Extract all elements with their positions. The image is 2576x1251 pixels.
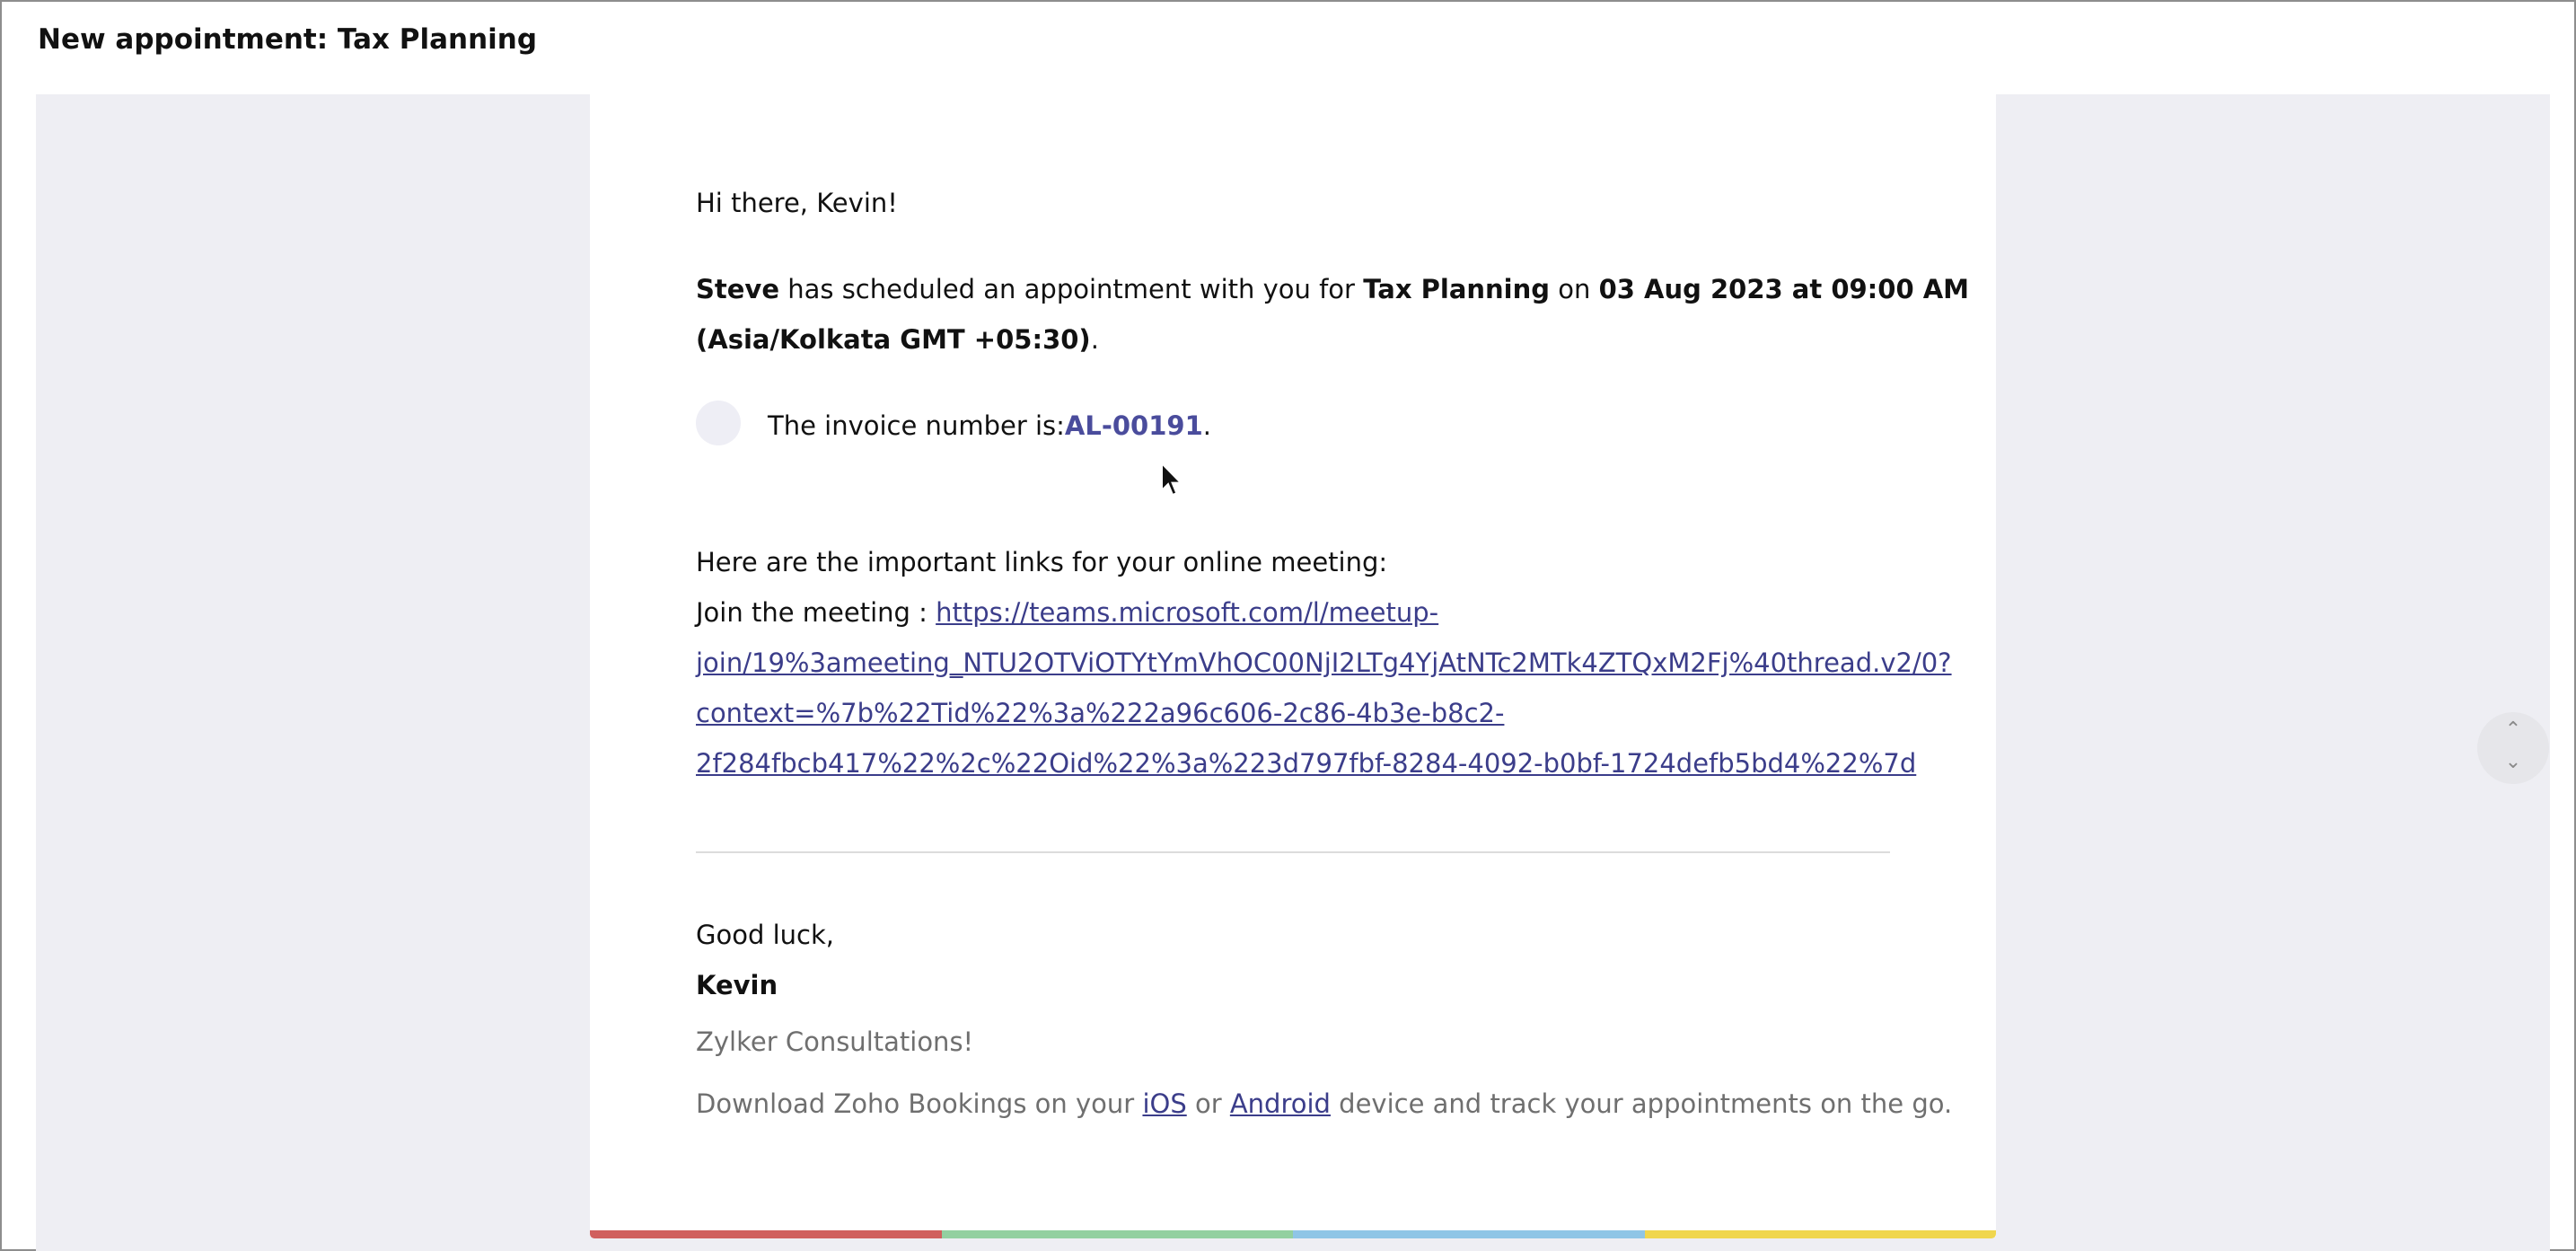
- join-meeting-line-1: [696, 587, 1438, 638]
- schedule-text-2: on: [1550, 274, 1599, 304]
- join-meeting-link[interactable]: context=%7b%22Tid%22%3a%222a96c606-2c86-4b3e-b8c2-: [696, 698, 1505, 728]
- timezone-text: (Asia/Kolkata GMT +05:30): [696, 324, 1091, 355]
- join-meeting-label: Join the meeting :: [696, 597, 936, 628]
- links-intro-text: Here are the important links for your online meeting:: [696, 547, 1388, 577]
- schedule-text-1: has scheduled an appointment with you for: [779, 274, 1364, 304]
- host-name: Steve: [696, 274, 779, 304]
- scroll-navigation-widget[interactable]: [2477, 712, 2549, 784]
- divider: [696, 851, 1890, 853]
- schedule-line-2: [696, 314, 1099, 365]
- appointment-date-time: 03 Aug 2023 at 09:00 AM: [1598, 274, 1970, 304]
- signoff-text: Good luck,: [696, 920, 834, 950]
- invoice-line: [768, 401, 1211, 451]
- greeting-text: Hi there, Kevin!: [696, 188, 898, 218]
- avatar: [696, 401, 741, 445]
- stripe-green: [942, 1230, 1294, 1238]
- join-meeting-link[interactable]: 2f284fbcb417%22%2c%22Oid%22%3a%223d797fbf-8284-4092-b0bf-1724defb5bd4%22%7d: [696, 748, 1917, 779]
- invoice-number[interactable]: AL-00191: [1064, 410, 1203, 441]
- service-name: Tax Planning: [1363, 274, 1551, 304]
- signer-name: Kevin: [696, 970, 778, 1000]
- schedule-end: .: [1090, 324, 1099, 355]
- company-name: Zylker Consultations!: [696, 1026, 974, 1057]
- stripe-yellow: [1645, 1230, 1997, 1238]
- join-meeting-line-4: [696, 738, 1916, 788]
- join-meeting-link[interactable]: https://teams.microsoft.com/l/meetup-: [936, 597, 1439, 628]
- android-link[interactable]: Android: [1229, 1088, 1331, 1119]
- ios-link[interactable]: iOS: [1142, 1088, 1187, 1119]
- join-meeting-line-2: [696, 638, 1952, 688]
- chevron-down-icon[interactable]: ⌄: [2504, 751, 2522, 773]
- invoice-label: The invoice number is:: [768, 410, 1065, 441]
- chevron-up-icon[interactable]: ⌃: [2504, 718, 2522, 741]
- footer-prefix: Download Zoho Bookings on your: [696, 1088, 1143, 1119]
- app-download-footer: [696, 1079, 1952, 1129]
- join-meeting-link[interactable]: join/19%3ameeting_NTU2OTViOTYtYmVhOC00NjI2LTg4YjAtNTc2MTk4ZTQxM2Fj%40thread.v2/0?: [696, 648, 1952, 678]
- schedule-line-1: [696, 264, 1969, 314]
- color-stripe-bar: [590, 1230, 1996, 1238]
- stripe-blue: [1293, 1230, 1645, 1238]
- email-subject-title: New appointment: Tax Planning: [38, 23, 538, 56]
- footer-suffix: device and track your appointments on the go.: [1330, 1088, 1953, 1119]
- invoice-end: .: [1202, 410, 1211, 441]
- join-meeting-line-3: [696, 688, 1504, 738]
- footer-or: or: [1186, 1088, 1230, 1119]
- stripe-red: [590, 1230, 942, 1238]
- mouse-cursor-icon: [1160, 462, 1183, 498]
